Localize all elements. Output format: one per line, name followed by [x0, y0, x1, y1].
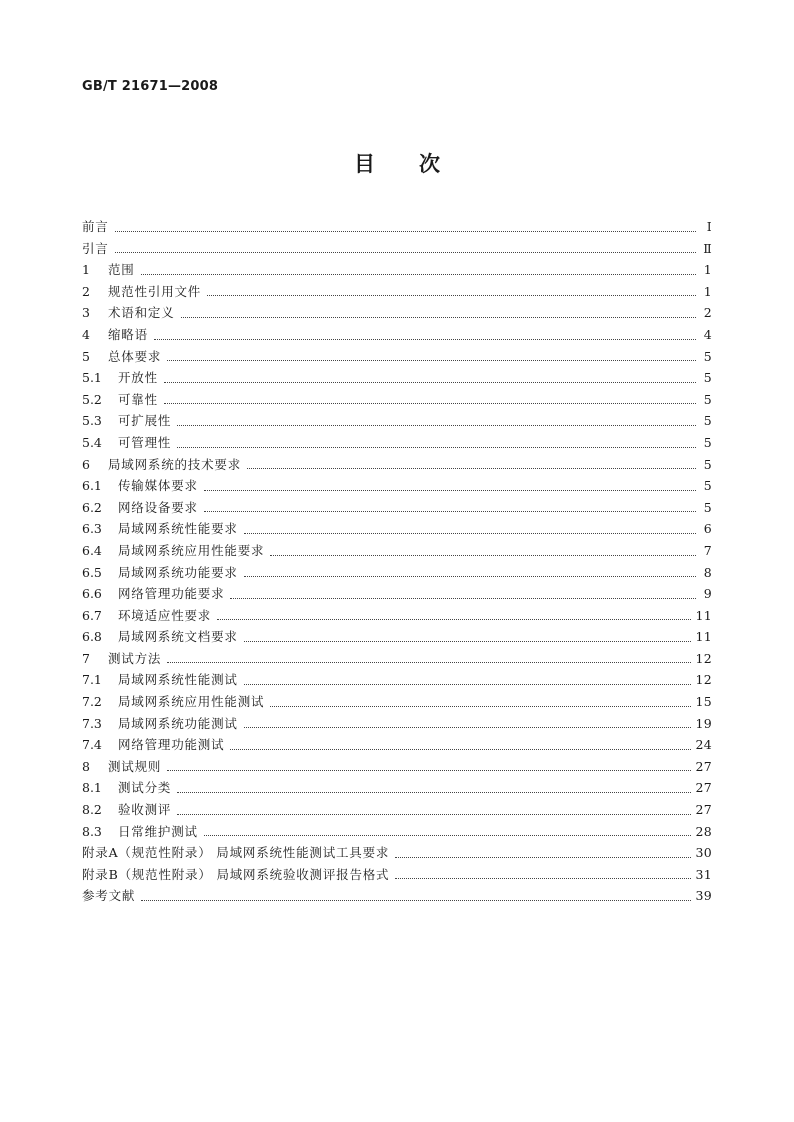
toc-entry[interactable]: [82, 518, 712, 540]
toc-entry-label: 附录A（规范性附录） 局域网系统性能测试工具要求: [82, 845, 390, 861]
toc-leader-dots: [177, 791, 691, 793]
toc-entry-number: 4: [82, 326, 90, 342]
toc-leader-dots: [141, 273, 696, 275]
toc-entry-label: 环境适应性要求: [118, 607, 212, 623]
toc-leader-dots: [204, 489, 696, 491]
toc-entry-label: 网络设备要求: [118, 499, 198, 515]
toc-entry-label: 局域网系统性能要求: [118, 521, 238, 537]
toc-entry-page: 24: [695, 737, 712, 753]
toc-entry[interactable]: [82, 562, 712, 584]
toc-entry-label: 日常维护测试: [118, 823, 198, 839]
toc-leader-dots: [164, 402, 696, 404]
toc-entry[interactable]: [82, 302, 712, 324]
table-of-contents: [82, 216, 712, 907]
toc-entry[interactable]: [82, 777, 712, 799]
toc-entry-page: 6: [703, 521, 712, 537]
toc-entry-page: 12: [695, 672, 712, 688]
toc-entry-number: 5.2: [82, 391, 102, 407]
toc-entry[interactable]: [82, 432, 712, 454]
toc-leader-dots: [177, 424, 696, 426]
toc-leader-dots: [207, 294, 696, 296]
toc-leader-dots: [177, 446, 696, 448]
toc-entry-label: 网络管理功能测试: [118, 737, 225, 753]
toc-entry-page: 8: [703, 564, 712, 580]
toc-entry[interactable]: [82, 713, 712, 735]
toc-leader-dots: [230, 748, 691, 750]
toc-entry-number: 6.3: [82, 521, 102, 537]
toc-entry-page: 11: [695, 607, 712, 623]
toc-entry[interactable]: [82, 691, 712, 713]
toc-leader-dots: [244, 575, 696, 577]
toc-entry-page: 2: [703, 305, 712, 321]
toc-entry-page: 5: [703, 434, 712, 450]
toc-entry-number: 5.3: [82, 413, 102, 429]
toc-entry-label: 引言: [82, 240, 109, 256]
toc-entry-number: 2: [82, 283, 90, 299]
toc-entry-label: 局域网系统功能测试: [118, 715, 238, 731]
toc-entry-number: 6.8: [82, 629, 102, 645]
toc-entry[interactable]: [82, 454, 712, 476]
toc-entry-number: 5.1: [82, 370, 102, 386]
toc-entry-label: 局域网系统性能测试: [118, 672, 238, 688]
toc-entry[interactable]: [82, 410, 712, 432]
toc-entry-page: 1: [703, 283, 712, 299]
toc-entry-page: 27: [695, 802, 712, 818]
toc-entry-number: 7: [82, 650, 90, 666]
toc-entry-number: 6: [82, 456, 90, 472]
toc-entry-page: 27: [695, 758, 712, 774]
toc-entry-number: 6.4: [82, 542, 102, 558]
toc-entry[interactable]: [82, 669, 712, 691]
toc-leader-dots: [154, 338, 696, 340]
toc-entry-label: 局域网系统文档要求: [118, 629, 238, 645]
standard-code: GB/T 21671—2008: [82, 79, 219, 94]
toc-entry[interactable]: [82, 648, 712, 670]
toc-entry-label: 前言: [82, 219, 109, 234]
toc-entry-label: 局域网系统的技术要求: [108, 456, 242, 472]
toc-entry[interactable]: [82, 756, 712, 778]
toc-entry-number: 6.5: [82, 564, 102, 580]
toc-leader-dots: [181, 316, 696, 318]
toc-entry-page: 5: [703, 391, 712, 407]
toc-entry[interactable]: [82, 626, 712, 648]
toc-leader-dots: [167, 359, 696, 361]
toc-entry[interactable]: [82, 497, 712, 519]
toc-entry-page: 19: [695, 715, 712, 731]
toc-leader-dots: [141, 899, 691, 901]
toc-entry-label: 规范性引用文件: [108, 283, 202, 299]
toc-entry-label: 局域网系统应用性能要求: [118, 542, 265, 558]
toc-entry-label: 附录B（规范性附录） 局域网系统验收测评报告格式: [82, 866, 390, 882]
toc-entry-label: 传输媒体要求: [118, 478, 198, 494]
toc-entry-page: 5: [703, 456, 712, 472]
toc-entry-label: 参考文献: [82, 888, 136, 904]
toc-leader-dots: [164, 381, 696, 383]
toc-entry-number: 6.2: [82, 499, 102, 515]
toc-entry-page: 11: [695, 629, 712, 645]
page-title: 目次: [354, 152, 484, 176]
toc-entry[interactable]: [82, 346, 712, 368]
toc-entry[interactable]: [82, 216, 712, 238]
toc-leader-dots: [247, 467, 696, 469]
toc-entry-number: 8.3: [82, 823, 102, 839]
toc-entry[interactable]: [82, 842, 712, 864]
toc-entry-label: 测试分类: [118, 780, 172, 796]
toc-entry-page: 5: [703, 413, 712, 429]
toc-entry-label: 缩略语: [108, 326, 148, 342]
toc-leader-dots: [395, 877, 691, 879]
toc-entry-number: 6.6: [82, 586, 102, 602]
toc-entry-page: 5: [703, 348, 712, 364]
toc-entry[interactable]: [82, 259, 712, 281]
toc-leader-dots: [167, 769, 691, 771]
toc-entry-page: 15: [695, 694, 712, 710]
toc-entry-label: 网络管理功能要求: [118, 586, 225, 602]
toc-entry-number: 6.1: [82, 478, 102, 494]
toc-entry-number: 7.4: [82, 737, 102, 753]
toc-leader-dots: [270, 705, 691, 707]
toc-leader-dots: [204, 510, 696, 512]
toc-leader-dots: [115, 251, 696, 253]
toc-leader-dots: [244, 683, 692, 685]
toc-entry-page: 9: [703, 586, 712, 602]
toc-entry-label: 可扩展性: [118, 413, 172, 429]
toc-entry-number: 6.7: [82, 607, 102, 623]
toc-entry-label: 验收测评: [118, 802, 172, 818]
toc-entry-label: 测试规则: [108, 758, 162, 774]
toc-entry-label: 总体要求: [108, 348, 162, 364]
toc-entry-label: 可靠性: [118, 391, 158, 407]
toc-leader-dots: [217, 618, 691, 620]
toc-entry-page: 30: [695, 845, 712, 861]
toc-entry-page: 4: [703, 326, 712, 342]
toc-entry-number: 7.3: [82, 715, 102, 731]
toc-leader-dots: [204, 834, 692, 836]
toc-entry-number: 5.4: [82, 434, 102, 450]
toc-entry[interactable]: [82, 475, 712, 497]
toc-entry-page: 39: [695, 888, 712, 904]
toc-entry-page: 7: [703, 542, 712, 558]
toc-entry-page: Ⅱ: [703, 240, 712, 256]
toc-entry[interactable]: [82, 540, 712, 562]
toc-entry[interactable]: [82, 799, 712, 821]
toc-leader-dots: [244, 532, 696, 534]
toc-entry-number: 7.1: [82, 672, 102, 688]
toc-entry[interactable]: [82, 324, 712, 346]
toc-entry-number: 3: [82, 305, 90, 321]
toc-leader-dots: [395, 856, 691, 858]
toc-entry[interactable]: [82, 821, 712, 843]
toc-entry-number: 8.1: [82, 780, 102, 796]
toc-entry-page: 31: [695, 866, 712, 882]
toc-entry[interactable]: [82, 367, 712, 389]
toc-entry-page: 5: [703, 370, 712, 386]
toc-entry[interactable]: [82, 605, 712, 627]
toc-entry-number: 7.2: [82, 694, 102, 710]
toc-leader-dots: [177, 813, 691, 815]
toc-entry-label: 范围: [108, 262, 135, 278]
toc-entry-label: 可管理性: [118, 434, 172, 450]
toc-entry[interactable]: [82, 734, 712, 756]
toc-entry-page: Ⅰ: [706, 219, 712, 234]
toc-entry-label: 局域网系统功能要求: [118, 564, 238, 580]
toc-entry-label: 术语和定义: [108, 305, 175, 321]
toc-entry[interactable]: [82, 281, 712, 303]
toc-entry[interactable]: [82, 885, 712, 907]
toc-entry-page: 1: [703, 262, 712, 278]
toc-entry-number: 8: [82, 758, 90, 774]
toc-entry-label: 测试方法: [108, 650, 162, 666]
toc-entry-number: 5: [82, 348, 90, 364]
toc-entry-label: 局域网系统应用性能测试: [118, 694, 265, 710]
toc-entry-page: 5: [703, 499, 712, 515]
toc-entry[interactable]: [82, 864, 712, 886]
toc-leader-dots: [244, 640, 692, 642]
toc-leader-dots: [270, 554, 696, 556]
toc-entry-label: 开放性: [118, 370, 158, 386]
toc-leader-dots: [167, 661, 691, 663]
toc-entry-page: 12: [695, 650, 712, 666]
toc-entry-number: 8.2: [82, 802, 102, 818]
toc-entry-page: 28: [695, 823, 712, 839]
toc-entry[interactable]: [82, 238, 712, 260]
toc-entry[interactable]: [82, 583, 712, 605]
toc-leader-dots: [230, 597, 696, 599]
toc-entry-page: 5: [703, 478, 712, 494]
toc-leader-dots: [244, 726, 692, 728]
toc-leader-dots: [115, 230, 696, 232]
toc-entry-page: 27: [695, 780, 712, 796]
toc-entry-number: 1: [82, 262, 90, 278]
toc-entry[interactable]: [82, 389, 712, 411]
